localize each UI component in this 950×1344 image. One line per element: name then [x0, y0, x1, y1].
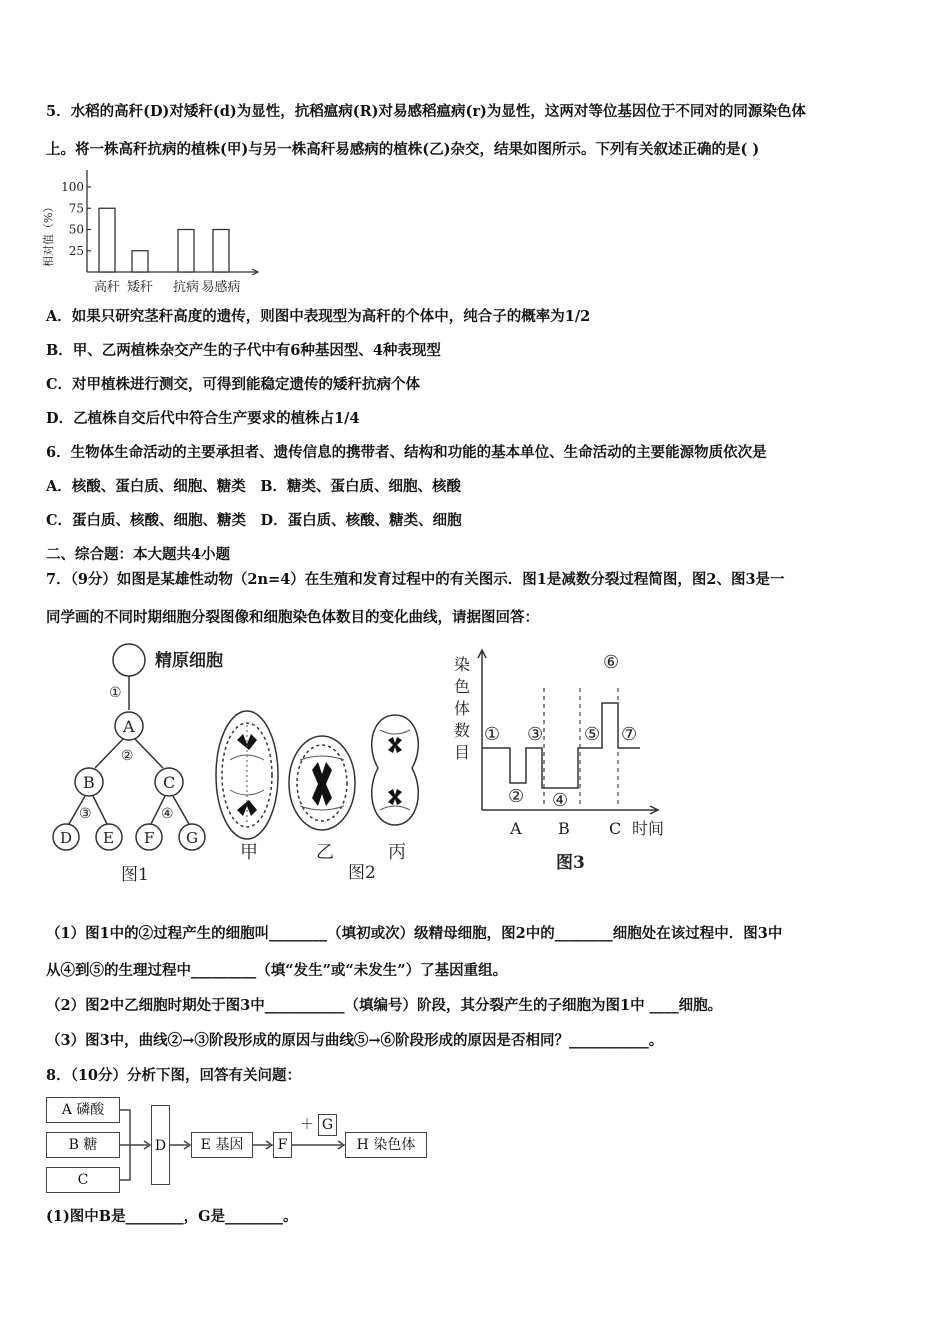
fig3-point-6: ⑥	[603, 652, 620, 673]
q7-sub1-line2: 从④到⑤的生理过程中_________（填“发生”或“未发生”）了基因重组。	[46, 962, 508, 979]
fig3-xtick-a: A	[510, 819, 522, 838]
fig1-step-2: ②	[121, 748, 134, 764]
q5-stem-line1: 5．水稻的高秆(D)对矮秆(d)为显性，抗稻瘟病(R)对易感稻瘟病(r)为显性，这两对等位基因位于不同对的同源染色体	[46, 103, 806, 120]
q6-stem: 6．生物体生命活动的主要承担者、遗传信息的携带者、结构和功能的基本单位、生命活动的主要能源物质依次是	[46, 444, 767, 461]
chart-category-label: 矮秆	[126, 280, 154, 295]
fig3-ylabel-4: 数	[454, 721, 471, 740]
q8-box-b: B 糖	[46, 1132, 120, 1158]
chart-ytick-label: 75	[68, 201, 84, 216]
q8-stem: 8．（10分）分析下图，回答有关问题：	[46, 1067, 302, 1084]
fig3-xtick-b: B	[558, 819, 570, 838]
fig3-point-1: ①	[484, 724, 501, 745]
q8-plus-sign: ＋	[300, 1117, 314, 1133]
q8-box-f: F	[273, 1132, 292, 1158]
fig1-title: 精原细胞	[155, 651, 223, 671]
q7-stem-line2: 同学画的不同时期细胞分裂图像和细胞染色体数目的变化曲线，请据图回答：	[46, 609, 539, 626]
fig3-point-7: ⑦	[621, 724, 638, 745]
chart-ytick-label: 50	[68, 222, 84, 237]
fig2-label-yi: 乙	[316, 842, 334, 863]
q8-box-c: C	[46, 1167, 120, 1193]
q8-box-h: H 染色体	[345, 1132, 427, 1158]
fig1-node-e: E	[103, 829, 114, 847]
fig1-step-4: ④	[161, 806, 174, 822]
fig2-label-bing: 丙	[388, 842, 406, 863]
fig3-point-5: ⑤	[584, 724, 601, 745]
q7-sub3: （3）图3中，曲线②→③阶段形成的原因与曲线⑤→⑥阶段形成的原因是否相同？___________。	[46, 1032, 664, 1049]
q5-option-a: A．如果只研究茎秆高度的遗传，则图中表现型为高秆的个体中，纯合子的概率为1/2	[46, 308, 591, 325]
q7-sub2: （2）图2中乙细胞时期处于图3中___________（填编号）阶段，其分裂产生的子细胞为图1中 ____细胞。	[46, 997, 723, 1014]
chart-bar	[132, 251, 148, 272]
q5-option-d: D．乙植株自交后代中符合生产要求的植株占1/4	[46, 410, 360, 427]
fig1-caption: 图1	[121, 865, 149, 885]
q6-options-row1: A．核酸、蛋白质、细胞、糖类 B．糖类、蛋白质、细胞、核酸	[46, 478, 462, 495]
fig3-caption: 图3	[556, 853, 585, 873]
fig1-step-3: ③	[79, 806, 92, 822]
fig1-node-c: C	[163, 773, 176, 792]
q8-box-d: D	[151, 1105, 170, 1185]
fig1-node-d: D	[60, 829, 73, 847]
fig2-caption: 图2	[348, 863, 376, 883]
fig2-label-jia: 甲	[240, 842, 258, 863]
q7-figure3	[452, 648, 702, 878]
q7-figure2	[212, 700, 432, 950]
q5-bar-chart	[40, 165, 270, 305]
fig3-point-4: ④	[552, 790, 569, 811]
q7-figure1	[45, 640, 235, 890]
fig1-node-b: B	[83, 773, 95, 792]
fig3-point-2: ②	[508, 786, 525, 807]
chart-ytick-label: 100	[61, 180, 84, 194]
q7-sub1-line1: （1）图1中的②过程产生的细胞叫________（填初或次）级精母细胞，图2中的________细胞处在该过程中．图3中	[46, 925, 783, 942]
q8-box-g: G	[318, 1114, 337, 1136]
fig3-ylabel-1: 染	[454, 655, 471, 674]
q5-option-b: B．甲、乙两植株杂交产生的子代中有6种基因型、4种表现型	[46, 342, 441, 359]
fig3-ylabel-5: 目	[454, 743, 471, 762]
q5-stem-line2: 上。将一株高秆抗病的植株(甲)与另一株高秆易感病的植株(乙)杂交，结果如图所示。下列有关叙述正确的是( )	[46, 141, 760, 158]
fig3-xlabel: 时间	[632, 819, 665, 838]
q8-box-a: A 磷酸	[46, 1097, 120, 1123]
q5-option-c: C．对甲植株进行测交，可得到能稳定遗传的矮秆抗病个体	[46, 376, 421, 393]
fig1-step-1: ①	[109, 685, 122, 701]
chart-category-label: 易感病	[201, 280, 241, 295]
q6-options-row2: C．蛋白质、核酸、细胞、糖类 D．蛋白质、核酸、糖类、细胞	[46, 512, 462, 529]
fig3-xtick-c: C	[609, 819, 622, 838]
q8-sub1: (1)图中B是________，G是________。	[46, 1208, 298, 1225]
fig3-ylabel-3: 体	[454, 699, 471, 718]
fig1-node-f: F	[144, 829, 155, 847]
chart-category-label: 抗病	[172, 280, 200, 295]
chart-ytick-label: 25	[68, 243, 84, 258]
chart-bar	[213, 230, 229, 273]
chart-bar	[99, 208, 115, 272]
section-heading: 二、综合题：本大题共4小题	[46, 546, 231, 563]
chart-ylabel: 相对值（%）	[42, 201, 55, 267]
fig1-node-a: A	[123, 717, 135, 736]
chart-category-label: 高秆	[93, 280, 121, 295]
fig3-point-3: ③	[527, 724, 544, 745]
fig1-node-g: G	[186, 829, 198, 847]
chart-bar	[178, 230, 194, 273]
q8-box-e: E 基因	[191, 1132, 253, 1158]
q7-stem-line1: 7．（9分）如图是某雄性动物（2n=4）在生殖和发育过程中的有关图示．图1是减数分裂过程简图，图2、图3是一	[46, 571, 785, 588]
fig3-ylabel-2: 色	[454, 677, 471, 696]
